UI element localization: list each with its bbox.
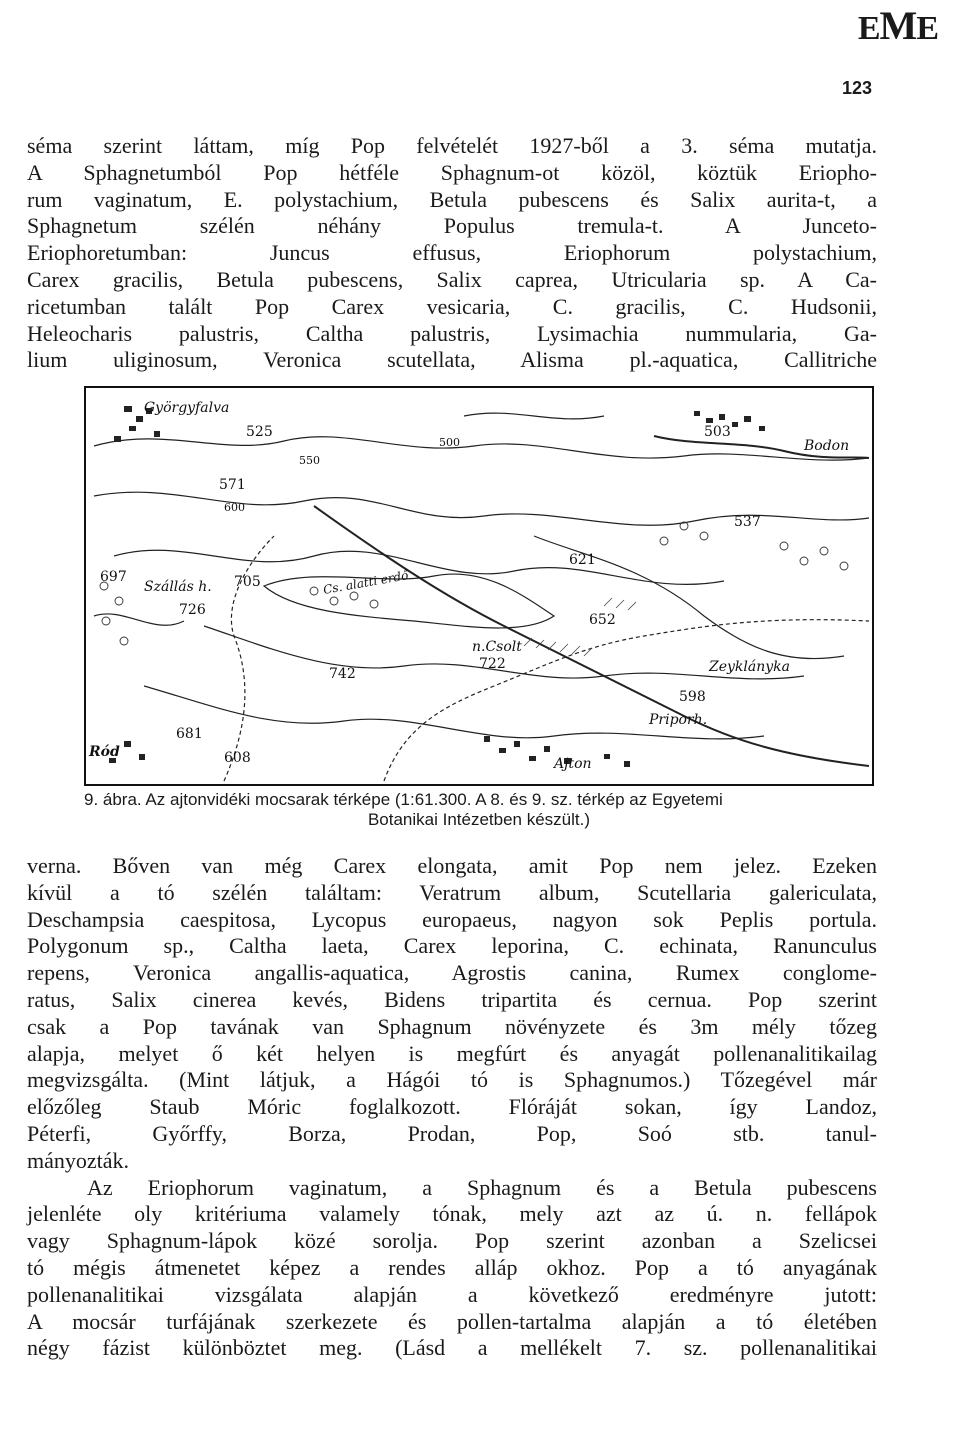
text-line: séma szerint láttam, míg Pop felvételét 1927-ből a 3. séma mutatja.: [27, 133, 877, 158]
figure-caption: [84, 790, 874, 830]
map-label: 621: [569, 552, 596, 568]
map-label: Priporh.: [649, 712, 708, 728]
map-label: 503: [704, 424, 731, 440]
map-label: 722: [479, 656, 506, 672]
map-label: Bodon: [804, 438, 850, 454]
map-label: Szállás h.: [144, 579, 212, 595]
map-label: 697: [100, 569, 127, 585]
text-line: A Sphagnetumból Pop hétféle Sphagnum-ot közöl, köztük Eriopho-: [27, 159, 877, 185]
map-label: 681: [176, 726, 203, 742]
text-line: jelenléte oly kritériuma valamely tónak, mely azt az ú. n. fellápok: [27, 1201, 877, 1227]
text-line: A mocsár turfájának szerkezete és pollen-tartalma alapján a tó életében: [27, 1308, 877, 1334]
text-line: pollenanalitikai vizsgálata alapján a következő eredményre jutott:: [27, 1281, 877, 1307]
map-label: 550: [299, 454, 320, 467]
text-line: Polygonum sp., Caltha laeta, Carex leporina, C. echinata, Ranunculus: [27, 933, 877, 959]
publisher-logo: EME: [857, 3, 938, 48]
text-line: ratus, Salix cinerea kevés, Bidens tripartita és cernua. Pop szerint: [27, 986, 877, 1012]
text-line: Deschampsia caespitosa, Lycopus europaeus, nagyon sok Peplis portula.: [27, 906, 877, 932]
map-label: 525: [246, 424, 273, 440]
map-label: Ajton: [554, 756, 592, 772]
map-label: 600: [224, 501, 245, 514]
map-label: Zeyklányka: [709, 659, 790, 675]
map-label: 571: [219, 477, 246, 493]
map-label: 742: [329, 666, 356, 682]
paragraph-top: [27, 133, 877, 374]
text-line: négy fázist különböztet meg. (Lásd a mellékelt 7. sz. pollenanalitikai: [27, 1335, 877, 1361]
text-line: Heleocharis palustris, Caltha palustris, Lysimachia nummularia, Ga-: [27, 320, 877, 346]
map-label: Györgyfalva: [144, 400, 230, 416]
text-line: rum vaginatum, E. polystachium, Betula pubescens és Salix aurita-t, a: [27, 186, 877, 212]
text-line: mányozták.: [27, 1147, 130, 1173]
map-label: 705: [234, 574, 261, 590]
text-line: vagy Sphagnum-lápok közé sorolja. Pop szerint azonban a Szelicsei: [27, 1228, 877, 1254]
text-line: megvizsgálta. (Mint látjuk, a Hágói tó is Sphagnumos.) Tőzegével már: [27, 1067, 877, 1093]
text-line: verna. Bőven van még Carex elongata, amit Pop nem jelez. Ezeken: [27, 853, 877, 878]
ajton-area-map: [84, 386, 874, 786]
caption-line: 9. ábra. Az ajtonvidéki mocsarak térképe (1:61.300. A 8. és 9. sz. térkép az Egyetemi: [84, 790, 723, 809]
text-line: Az Eriophorum vaginatum, a Sphagnum és a Betula pubescens: [87, 1174, 877, 1200]
map-label: Cs. alatti erdő: [322, 568, 410, 597]
text-line: Péterfi, Győrffy, Borza, Prodan, Pop, Soó stb. tanul-: [27, 1120, 877, 1146]
map-label: 500: [439, 436, 460, 449]
page-number: 123: [841, 78, 872, 98]
text-line: ricetumban talált Pop Carex vesicaria, C. gracilis, C. Hudsonii,: [27, 293, 877, 319]
map-label: n.Csolt: [472, 639, 522, 655]
map-label: 608: [224, 750, 251, 766]
caption-line: Botanikai Intézetben készült.): [367, 810, 591, 829]
paragraph-bottom: [27, 853, 877, 1362]
map-label: 652: [589, 612, 616, 628]
text-line: tó mégis átmenetet képez a rendes alláp okhoz. Pop a tó anyagának: [27, 1254, 877, 1280]
map-label: 537: [734, 514, 761, 530]
text-line: előzőleg Staub Móric foglalkozott. Flóráját sokan, így Landoz,: [27, 1094, 877, 1120]
text-line: alapja, melyet ő két helyen is megfúrt és anyagát pollenanalitikailag: [27, 1040, 877, 1066]
text-line: lium uliginosum, Veronica scutellata, Alisma pl.-aquatica, Callitriche: [27, 347, 877, 373]
text-line: Eriophoretumban: Juncus effusus, Eriophorum polystachium,: [27, 240, 877, 266]
text-line: repens, Veronica angallis-aquatica, Agrostis canina, Rumex conglome-: [27, 960, 877, 986]
text-line: csak a Pop tavának van Sphagnum növényzete és 3m mély tőzeg: [27, 1013, 877, 1039]
text-line: kívül a tó szélén találtam: Veratrum album, Scutellaria galericulata,: [27, 879, 877, 905]
map-label: Ród: [89, 744, 120, 760]
map-label: 726: [179, 602, 206, 618]
text-line: Carex gracilis, Betula pubescens, Salix caprea, Utricularia sp. A Ca-: [27, 266, 877, 292]
map-label: 598: [679, 689, 706, 705]
text-line: Sphagnetum szélén néhány Populus tremula-t. A Junceto-: [27, 213, 877, 239]
